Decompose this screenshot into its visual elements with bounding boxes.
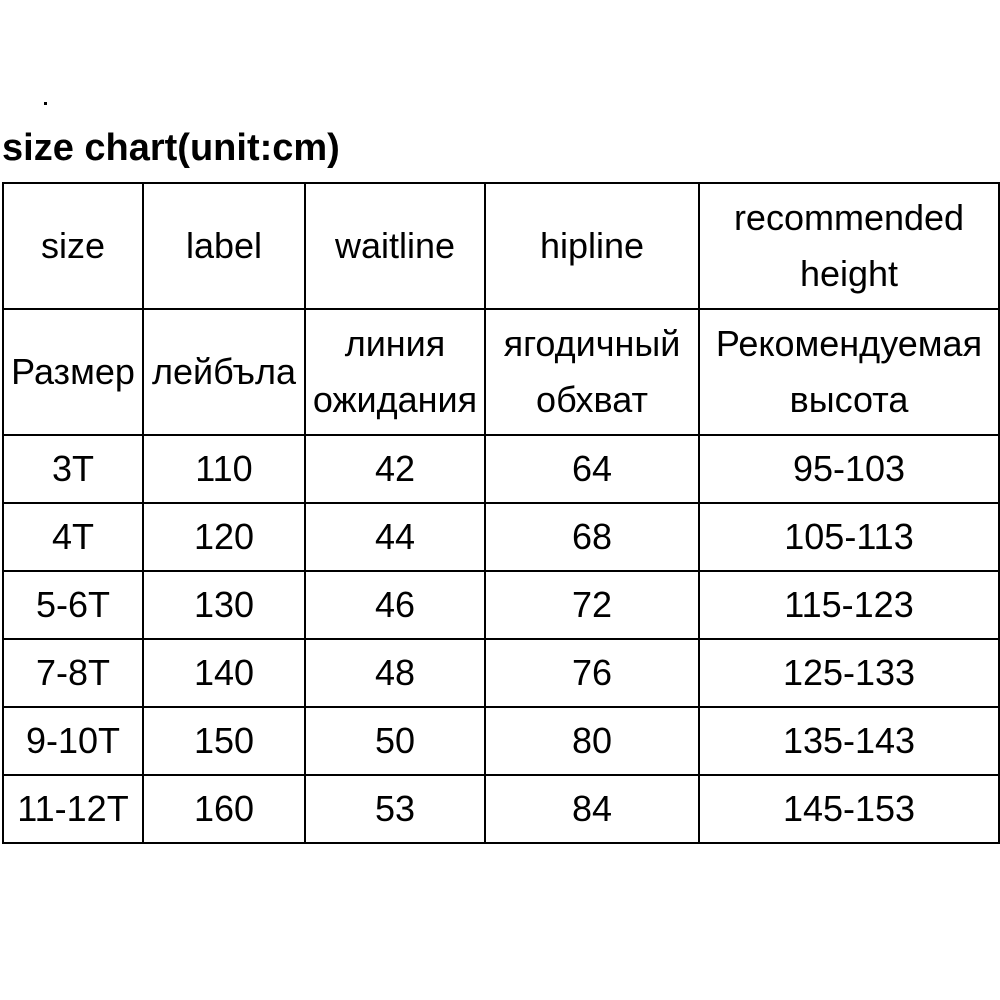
waist-cell: 42 <box>305 435 485 503</box>
waist-cell: 46 <box>305 571 485 639</box>
header-cell: label <box>143 183 305 309</box>
table-row <box>3 571 999 639</box>
header-cell-text: линия ожидания <box>312 323 478 420</box>
header-cell-text: Рекомендуемая высота <box>715 323 983 420</box>
header-cell: Размер <box>3 309 143 435</box>
size-cell: 3T <box>3 435 143 503</box>
header-cell: size <box>3 183 143 309</box>
table-row <box>3 707 999 775</box>
height-cell: 115-123 <box>699 571 999 639</box>
table-row <box>3 435 999 503</box>
size-cell: 11-12T <box>3 775 143 843</box>
hip-cell: 84 <box>485 775 699 843</box>
header-cell <box>485 309 699 435</box>
header-row-english <box>3 183 999 309</box>
table-row <box>3 503 999 571</box>
table-row <box>3 639 999 707</box>
height-cell: 135-143 <box>699 707 999 775</box>
waist-cell: 48 <box>305 639 485 707</box>
hip-cell: 64 <box>485 435 699 503</box>
hip-cell: 68 <box>485 503 699 571</box>
header-cell: лейбъла <box>143 309 305 435</box>
header-row-russian <box>3 309 999 435</box>
page-title: size chart(unit:cm) <box>2 127 340 169</box>
size-chart-table <box>2 182 1000 844</box>
header-cell <box>305 309 485 435</box>
header-cell-text: recommended height <box>733 197 965 294</box>
waist-cell: 53 <box>305 775 485 843</box>
height-cell: 105-113 <box>699 503 999 571</box>
label-cell: 120 <box>143 503 305 571</box>
label-cell: 160 <box>143 775 305 843</box>
size-cell: 4T <box>3 503 143 571</box>
height-cell: 125-133 <box>699 639 999 707</box>
waist-cell: 50 <box>305 707 485 775</box>
size-cell: 9-10T <box>3 707 143 775</box>
header-cell-text: ягодичный обхват <box>503 323 681 420</box>
height-cell: 95-103 <box>699 435 999 503</box>
label-cell: 140 <box>143 639 305 707</box>
label-cell: 130 <box>143 571 305 639</box>
header-cell <box>699 309 999 435</box>
stray-dot <box>44 102 47 105</box>
size-cell: 5-6T <box>3 571 143 639</box>
waist-cell: 44 <box>305 503 485 571</box>
label-cell: 110 <box>143 435 305 503</box>
hip-cell: 72 <box>485 571 699 639</box>
hip-cell: 76 <box>485 639 699 707</box>
table-row <box>3 775 999 843</box>
header-cell: hipline <box>485 183 699 309</box>
size-cell: 7-8T <box>3 639 143 707</box>
label-cell: 150 <box>143 707 305 775</box>
header-cell: waitline <box>305 183 485 309</box>
header-cell <box>699 183 999 309</box>
hip-cell: 80 <box>485 707 699 775</box>
height-cell: 145-153 <box>699 775 999 843</box>
